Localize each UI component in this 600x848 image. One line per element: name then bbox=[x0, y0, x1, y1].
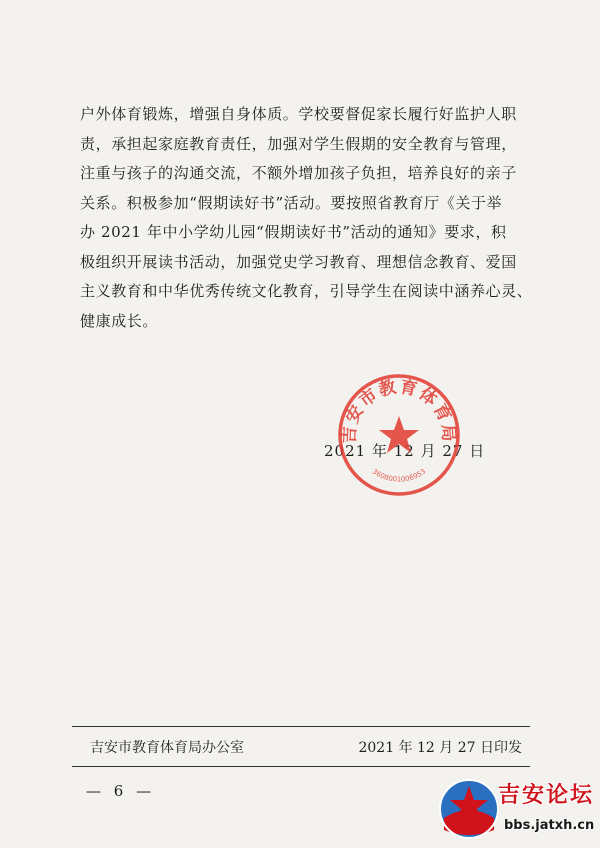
footer-issue-date: 2021 年 12 月 27 日印发 bbox=[358, 740, 522, 756]
forum-watermark bbox=[432, 772, 600, 848]
body-line: 户外体育锻炼，增强自身体质。学校要督促家长履行好监护人职 bbox=[80, 105, 517, 123]
body-line: 注重与孩子的沟通交流，不额外增加孩子负担，培养良好的亲子 bbox=[80, 164, 517, 182]
body-line: 主义教育和中华优秀传统文化教育，引导学生在阅读中涵养心灵、 bbox=[80, 282, 533, 300]
body-paragraph bbox=[80, 100, 532, 336]
body-line: 极组织开展读书活动，加强党史学习教育、理想信念教育、爱国 bbox=[80, 252, 517, 271]
signature-date: 2021 年 12 月 27 日 bbox=[324, 442, 486, 460]
seal-code: 3608001006953 bbox=[370, 467, 428, 484]
footer-issuer: 吉安市教育体育局办公室 bbox=[90, 740, 244, 756]
page-number: — 6 — bbox=[86, 782, 156, 800]
svg-text:3608001006953 bbox=[371, 467, 427, 483]
forum-url: bbs.jatxh.cn bbox=[504, 818, 595, 833]
footer-top-rule bbox=[72, 726, 530, 727]
official-seal-icon bbox=[336, 372, 462, 498]
body-line: 健康成长。 bbox=[80, 311, 159, 330]
body-line: 关系。积极参加“假期读好书”活动。要按照省教育厅《关于举 bbox=[80, 193, 503, 212]
footer-bottom-rule bbox=[72, 766, 530, 767]
seal-text: 吉安市教育体育局 bbox=[339, 377, 459, 445]
forum-title: 吉安论坛 bbox=[498, 783, 595, 808]
forum-logo-icon bbox=[438, 778, 500, 840]
body-line: 责，承担起家庭教育责任，加强对学生假期的安全教育与管理， bbox=[80, 134, 517, 153]
body-line: 办 2021 年中小学幼儿园“假期读好书”活动的通知》要求，积 bbox=[80, 223, 507, 241]
